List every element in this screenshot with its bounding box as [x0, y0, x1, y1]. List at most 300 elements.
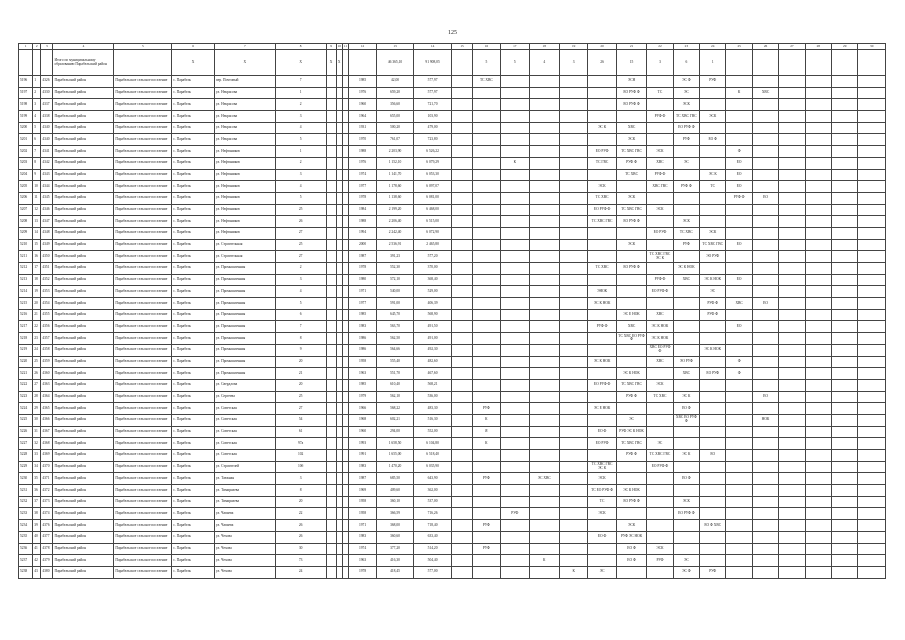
table-cell: 27 [275, 403, 326, 415]
table-cell [805, 87, 831, 99]
table-cell: 1 141,70 [377, 169, 414, 181]
table-cell: ЕО РУФ Ф [673, 122, 699, 134]
table-cell: с. Парабель [172, 99, 215, 111]
table-cell: Парабельское сельское поселение [114, 531, 172, 543]
table-cell [858, 566, 886, 578]
table-cell: 1988 [348, 216, 376, 228]
table-cell [700, 485, 726, 497]
table-cell: 5212 [19, 263, 33, 275]
table-cell [588, 274, 616, 286]
table-cell: с. Парабель [172, 216, 215, 228]
table-cell: 1968 [348, 414, 376, 426]
table-cell [726, 134, 752, 146]
table-cell: РУФ Ф [647, 111, 673, 123]
table-cell: с. Парабель [172, 356, 215, 368]
table-cell: ул. Нефтяников [214, 146, 275, 158]
table-cell [832, 543, 858, 555]
table-cell [858, 485, 886, 497]
table-cell: ЭС [673, 157, 699, 169]
table-cell: ТС ХВС ГВС ЭС К [647, 251, 673, 263]
table-cell [779, 344, 805, 356]
table-cell: ЭСК [700, 227, 726, 239]
table-cell: 483,30 [413, 403, 452, 415]
table-cell: Парабельский район [53, 76, 114, 88]
table-cell [529, 496, 559, 508]
table-cell: 491,50 [413, 321, 452, 333]
table-cell [858, 555, 886, 567]
column-number: 10 [337, 43, 342, 48]
table-cell [858, 134, 886, 146]
table-cell: ул. Промышленная [214, 309, 275, 321]
table-cell [647, 485, 673, 497]
table-row [19, 99, 886, 111]
table-cell [501, 333, 529, 345]
table-row [19, 403, 886, 415]
table-cell [858, 496, 886, 508]
table-cell: ТС ХВС ГВС [616, 146, 646, 158]
table-cell: ЭС К НОК [588, 298, 616, 310]
table-cell: ЭО РУФ [673, 356, 699, 368]
table-cell [832, 461, 858, 473]
table-cell: ЭС [700, 286, 726, 298]
table-cell: ТС ХВС [472, 76, 500, 88]
table-cell: ТС ХВС ГВС [616, 379, 646, 391]
table-cell [559, 473, 587, 485]
table-cell [472, 87, 500, 99]
table-cell: 26 [275, 216, 326, 228]
table-cell: Парабельский район [53, 286, 114, 298]
table-cell: ЕО РУФ Ф [588, 204, 616, 216]
table-cell [832, 566, 858, 578]
table-row [19, 134, 886, 146]
table-cell: 22 [33, 321, 41, 333]
table-cell [559, 227, 587, 239]
table-row [19, 216, 886, 228]
table-cell [501, 403, 529, 415]
table-cell [805, 520, 831, 532]
table-cell [726, 543, 752, 555]
table-cell: 5224 [19, 403, 33, 415]
table-row [19, 192, 886, 204]
table-cell: ТС ХВС [616, 169, 646, 181]
table-row [19, 286, 886, 298]
table-cell: 5211 [19, 251, 33, 263]
table-cell: ЕО [752, 192, 778, 204]
table-cell [752, 438, 778, 450]
table-cell: с. Парабель [172, 368, 215, 380]
table-cell [752, 379, 778, 391]
table-cell [726, 414, 752, 426]
table-cell: с. Парабель [172, 122, 215, 134]
table-cell [326, 391, 336, 403]
table-cell: ЕО РУФ [700, 368, 726, 380]
table-cell [779, 485, 805, 497]
table-cell [647, 520, 673, 532]
table-cell [752, 321, 778, 333]
table-cell: 5203 [19, 157, 33, 169]
table-cell [452, 426, 472, 438]
table-cell [452, 485, 472, 497]
table-cell [616, 344, 646, 356]
table-cell: 366,59 [377, 508, 414, 520]
table-cell [832, 298, 858, 310]
table-cell: ЭСК [673, 216, 699, 228]
table-cell [616, 403, 646, 415]
table-cell [779, 99, 805, 111]
table-cell [779, 87, 805, 99]
table-cell: ул. Промышленная [214, 368, 275, 380]
table-cell [326, 461, 336, 473]
table-cell [501, 368, 529, 380]
table-cell [452, 473, 472, 485]
table-cell: Парабельское сельское поселение [114, 368, 172, 380]
table-cell [616, 566, 646, 578]
table-cell [726, 520, 752, 532]
table-cell [588, 227, 616, 239]
table-cell: 1978 [348, 566, 376, 578]
column-number: 26 [752, 44, 778, 50]
table-cell [472, 485, 500, 497]
table-cell [832, 134, 858, 146]
table-cell: 659,20 [377, 87, 414, 99]
table-cell: 577,00 [413, 566, 452, 578]
table-cell [529, 333, 559, 345]
table-cell [700, 473, 726, 485]
table-cell [832, 204, 858, 216]
table-cell [805, 403, 831, 415]
table-cell: Парабельское сельское поселение [114, 438, 172, 450]
table-cell: 1960 [348, 99, 376, 111]
table-cell: 5201 [19, 134, 33, 146]
table-cell: Парабельское сельское поселение [114, 216, 172, 228]
table-cell: с. Парабель [172, 204, 215, 216]
table-cell [529, 87, 559, 99]
table-cell: 3 [275, 473, 326, 485]
table-cell: 1977 [348, 181, 376, 193]
table-cell: 1985 [348, 76, 376, 88]
table-row [19, 414, 886, 426]
table-cell: 25 [275, 239, 326, 251]
table-cell: Парабельский район [53, 216, 114, 228]
table-cell [501, 379, 529, 391]
table-cell: ЭСК [673, 496, 699, 508]
table-cell: 5235 [19, 531, 33, 543]
table-cell: 5217 [19, 321, 33, 333]
table-cell: 4342 [41, 157, 53, 169]
table-cell [472, 368, 500, 380]
table-cell: Парабельский район [53, 263, 114, 275]
table-cell: ул. Советская [214, 414, 275, 426]
table-cell [647, 473, 673, 485]
table-cell [752, 473, 778, 485]
table-cell: 4 [275, 122, 326, 134]
table-cell: ТС [588, 496, 616, 508]
table-cell: с. Парабель [172, 344, 215, 356]
table-cell: Парабельское сельское поселение [114, 122, 172, 134]
table-cell [452, 543, 472, 555]
table-cell: 1 [275, 87, 326, 99]
table-row [19, 426, 886, 438]
table-cell [805, 146, 831, 158]
table-cell [752, 485, 778, 497]
table-cell: 1958 [348, 496, 376, 508]
table-cell: 24 [33, 344, 41, 356]
table-cell: 504,40 [413, 555, 452, 567]
table-cell [752, 450, 778, 462]
table-cell [752, 368, 778, 380]
table-cell [752, 403, 778, 415]
table-cell: с. Парабель [172, 321, 215, 333]
table-cell: ЭС Ф [673, 566, 699, 578]
table-cell [673, 146, 699, 158]
table-cell: Парабельское сельское поселение [114, 403, 172, 415]
table-row [19, 450, 886, 462]
table-cell: ЭС К НОК [700, 274, 726, 286]
table-cell: 5223 [19, 391, 33, 403]
table-cell: 5227 [19, 438, 33, 450]
table-row [19, 368, 886, 380]
table-cell: с. Парабель [172, 531, 215, 543]
table-cell [616, 111, 646, 123]
table-cell [501, 192, 529, 204]
table-cell: ХВС [673, 368, 699, 380]
table-cell [559, 204, 587, 216]
table-cell: 467,60 [413, 368, 452, 380]
table-cell [779, 531, 805, 543]
table-cell: ул. Строителей [214, 461, 275, 473]
table-cell: 5234 [19, 520, 33, 532]
table-cell: 368,40 [413, 274, 452, 286]
table-cell: НОК [752, 414, 778, 426]
table-cell: 2 536,91 [377, 239, 414, 251]
table-cell: 103,90 [413, 111, 452, 123]
table-cell: с. Парабель [172, 251, 215, 263]
total-row [19, 50, 886, 76]
table-cell [588, 76, 616, 88]
table-cell [805, 555, 831, 567]
table-cell [805, 566, 831, 578]
table-cell [501, 473, 529, 485]
table-cell [501, 450, 529, 462]
table-cell: 1991 [348, 450, 376, 462]
table-cell [529, 461, 559, 473]
table-cell: 5225 [19, 414, 33, 426]
table-cell [726, 508, 752, 520]
table-cell: Парабельское сельское поселение [114, 263, 172, 275]
table-cell: 1986 [348, 333, 376, 345]
table-cell: 1983 [348, 321, 376, 333]
table-cell [501, 485, 529, 497]
table-cell [588, 520, 616, 532]
table-cell [452, 99, 472, 111]
table-cell [858, 274, 886, 286]
table-cell [779, 414, 805, 426]
table-cell [326, 485, 336, 497]
table-cell [779, 146, 805, 158]
table-cell: Парабельский район [53, 99, 114, 111]
table-cell: РУФ Ф [588, 321, 616, 333]
table-cell [326, 227, 336, 239]
table-cell: 1987 [348, 251, 376, 263]
table-cell: ЕО Ф [588, 531, 616, 543]
table-cell: с. Парабель [172, 76, 215, 88]
table-cell [452, 403, 472, 415]
column-number: 13 [377, 44, 414, 50]
table-cell [616, 227, 646, 239]
table-cell: Парабельский район [53, 251, 114, 263]
table-cell: ул. Строительная [214, 239, 275, 251]
table-cell [752, 461, 778, 473]
table-cell [752, 555, 778, 567]
table-cell: Парабельское сельское поселение [114, 485, 172, 497]
total-cell: X [275, 50, 326, 76]
table-cell [501, 344, 529, 356]
table-cell [472, 122, 500, 134]
table-cell [452, 181, 472, 193]
table-cell: 6 468,00 [413, 204, 452, 216]
table-cell [673, 344, 699, 356]
table-row [19, 543, 886, 555]
table-cell [529, 321, 559, 333]
table-cell: 1 138,60 [377, 192, 414, 204]
table-row [19, 379, 886, 391]
table-cell [779, 438, 805, 450]
table-cell: 1993 [348, 438, 376, 450]
table-cell: 5216 [19, 309, 33, 321]
table-cell: 552,30 [377, 263, 414, 275]
table-cell [326, 76, 336, 88]
table-cell [501, 555, 529, 567]
table-cell [559, 344, 587, 356]
table-cell: ЭСК [700, 111, 726, 123]
table-cell [752, 157, 778, 169]
table-cell [858, 508, 886, 520]
table-cell [326, 379, 336, 391]
table-cell: ЭСК [588, 508, 616, 520]
column-number: 27 [779, 44, 805, 50]
table-cell [472, 134, 500, 146]
table-cell [326, 555, 336, 567]
table-cell: 416,30 [377, 555, 414, 567]
table-cell: ТС ХВС ГВС [700, 239, 726, 251]
table-cell [529, 239, 559, 251]
table-cell: Парабельское сельское поселение [114, 157, 172, 169]
table-cell: ЕО Ф [616, 543, 646, 555]
table-cell: 4371 [41, 473, 53, 485]
table-cell: с. Парабель [172, 566, 215, 578]
table-cell: 1970 [348, 134, 376, 146]
table-cell [779, 309, 805, 321]
table-cell: Парабельское сельское поселение [114, 181, 172, 193]
table-cell [700, 157, 726, 169]
table-cell [326, 251, 336, 263]
table-cell [501, 356, 529, 368]
table-cell: 10 [33, 181, 41, 193]
table-cell: 1966 [348, 403, 376, 415]
table-cell: ТС ХВС [647, 391, 673, 403]
table-cell [752, 76, 778, 88]
table-cell: 4349 [41, 239, 53, 251]
table-cell: 35 [33, 473, 41, 485]
table-cell: 5 [33, 122, 41, 134]
table-cell: 17 [33, 263, 41, 275]
table-cell: 1985 [348, 379, 376, 391]
table-cell [501, 414, 529, 426]
table-cell [559, 134, 587, 146]
table-cell [752, 309, 778, 321]
table-row [19, 531, 886, 543]
table-cell [832, 111, 858, 123]
table-cell: ЭНОК [588, 286, 616, 298]
table-cell [588, 368, 616, 380]
table-cell: Парабельское сельское поселение [114, 309, 172, 321]
table-cell [832, 146, 858, 158]
table-cell: 34 [33, 461, 41, 473]
table-cell [832, 321, 858, 333]
table-cell: 3 [33, 99, 41, 111]
table-cell: 30 [275, 543, 326, 555]
table-cell: 6 515,00 [413, 216, 452, 228]
table-cell: ул. Советская [214, 438, 275, 450]
column-number: 18 [529, 44, 559, 50]
table-cell: 6 104,80 [413, 438, 452, 450]
table-cell: ТС ХВС ГВС [673, 111, 699, 123]
table-cell: 5199 [19, 111, 33, 123]
table-cell [452, 157, 472, 169]
table-cell: 1960 [348, 426, 376, 438]
table-cell [647, 368, 673, 380]
table-cell: 568,21 [413, 379, 452, 391]
table-cell [529, 111, 559, 123]
table-cell [501, 298, 529, 310]
table-cell [559, 192, 587, 204]
table-cell [501, 496, 529, 508]
table-cell [452, 76, 472, 88]
column-number: 5 [114, 44, 172, 50]
table-cell: с. Парабель [172, 111, 215, 123]
table-cell: 391,23 [377, 251, 414, 263]
table-cell [805, 485, 831, 497]
table-row [19, 555, 886, 567]
table-cell [832, 391, 858, 403]
table-cell [501, 263, 529, 275]
table-cell: Ф [726, 368, 752, 380]
table-cell: 5237 [19, 555, 33, 567]
table-cell [326, 99, 336, 111]
table-cell [805, 356, 831, 368]
table-cell: ул. Строительная [214, 251, 275, 263]
table-cell: Парабельский район [53, 146, 114, 158]
total-cell: 1 [700, 50, 726, 76]
table-row [19, 157, 886, 169]
table-cell [529, 426, 559, 438]
table-cell: Парабельский район [53, 496, 114, 508]
table-cell: ТС ХВС ГВС [588, 216, 616, 228]
column-number: 30 [858, 44, 886, 50]
table-cell [588, 543, 616, 555]
table-cell: Парабельский район [53, 438, 114, 450]
table-row [19, 146, 886, 158]
table-cell [858, 298, 886, 310]
table-cell [805, 76, 831, 88]
table-cell [326, 543, 336, 555]
total-cell: 26 [588, 50, 616, 76]
column-number: 14 [413, 44, 452, 50]
table-cell [726, 251, 752, 263]
table-cell: 562,10 [377, 391, 414, 403]
table-cell: 5228 [19, 450, 33, 462]
table-cell [529, 414, 559, 426]
